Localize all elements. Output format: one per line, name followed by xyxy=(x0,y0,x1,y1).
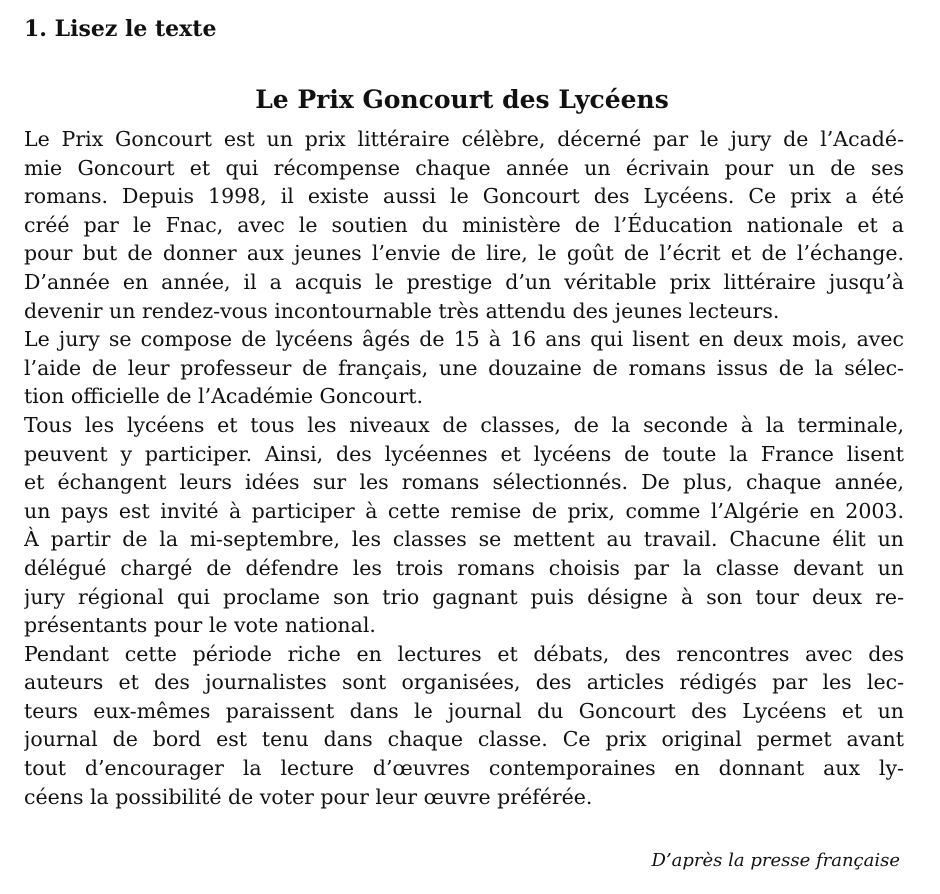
text-line: l’aide de leur professeur de français, une douzaine de romans issus de la sélec- xyxy=(24,355,904,380)
text-line: présentants pour le vote national. xyxy=(24,613,376,638)
exercise-heading: 1. Lisez le texte xyxy=(24,16,217,42)
text-line: À partir de la mi-septembre, les classes se mettent au travail. Chacune élit un xyxy=(24,527,904,552)
text-line: et échangent leurs idées sur les romans sélectionnés. De plus, chaque année, xyxy=(24,470,904,495)
text-line: jury régional qui proclame son trio gagnant puis désigne à son tour deux re- xyxy=(24,584,904,609)
text-line: peuvent y participer. Ainsi, des lycéennes et lycéens de toute la France lisent xyxy=(24,441,904,466)
source-attribution: D’après la presse française xyxy=(651,850,900,871)
text-line: céens la possibilité de voter pour leur œuvre préférée. xyxy=(24,784,593,809)
text-line: un pays est invité à participer à cette remise de prix, comme l’Algérie en 2003. xyxy=(24,498,904,523)
text-line: romans. Depuis 1998, il existe aussi le Goncourt des Lycéens. Ce prix a été xyxy=(24,184,904,209)
text-line: tion officielle de l’Académie Goncourt. xyxy=(24,384,423,409)
text-line: D’année en année, il a acquis le prestige d’un véritable prix littéraire jusqu’à xyxy=(24,269,904,294)
article-body xyxy=(24,125,904,811)
text-line: teurs eux-mêmes paraissent dans le journal du Goncourt des Lycéens et un xyxy=(24,698,904,723)
text-line: Le Prix Goncourt est un prix littéraire célèbre, décerné par le jury de l’Acadé- xyxy=(24,127,904,151)
text-line: Pendant cette période riche en lectures et débats, des rencontres avec des xyxy=(24,641,904,666)
text-line: pour but de donner aux jeunes l’envie de lire, le goût de l’écrit et de l’échange. xyxy=(24,241,904,266)
text-line: Le jury se compose de lycéens âgés de 15 à 16 ans qui lisent en deux mois, avec xyxy=(24,327,904,352)
text-line: tout d’encourager la lecture d’œuvres contemporaines en donnant aux ly- xyxy=(24,756,904,781)
text-line: auteurs et des journalistes sont organisées, des articles rédigés par les lec- xyxy=(24,670,904,695)
text-line: journal de bord est tenu dans chaque classe. Ce prix original permet avant xyxy=(24,727,904,752)
text-line: créé par le Fnac, avec le soutien du ministère de l’Éducation nationale et a xyxy=(24,212,904,237)
text-line: mie Goncourt et qui récompense chaque année un écrivain pour un de ses xyxy=(24,155,904,180)
text-line: devenir un rendez-vous incontournable très attendu des jeunes lecteurs. xyxy=(24,298,780,323)
text-line: Tous les lycéens et tous les niveaux de classes, de la seconde à la terminale, xyxy=(24,412,904,437)
article-title: Le Prix Goncourt des Lycéens xyxy=(255,85,669,114)
text-line: délégué chargé de défendre les trois romans choisis par la classe devant un xyxy=(24,555,904,580)
